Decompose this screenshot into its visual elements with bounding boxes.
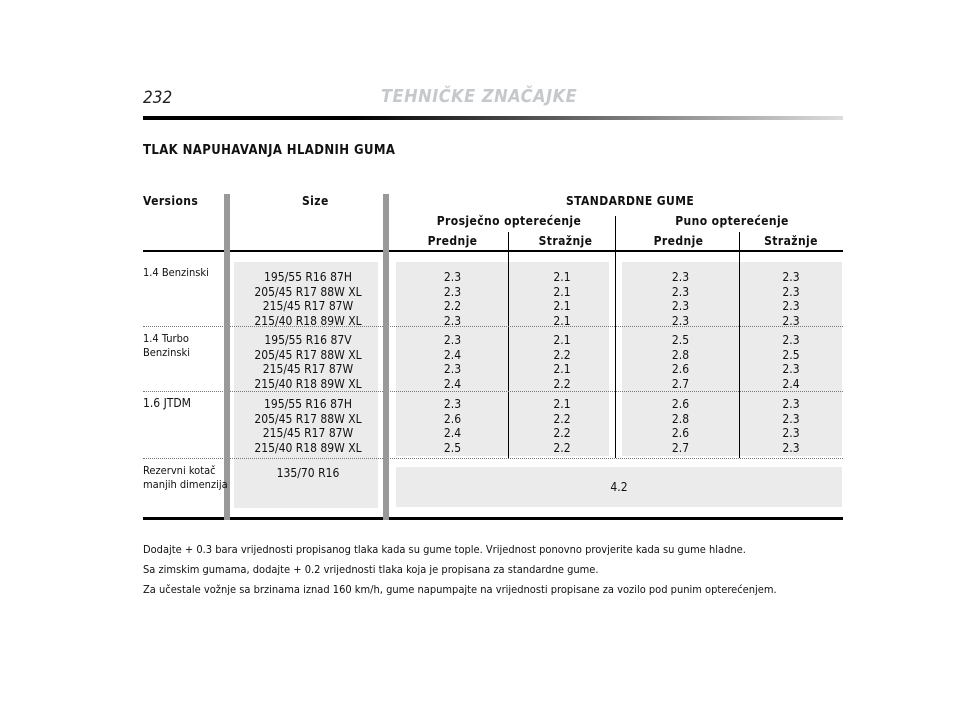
- divider-avg-full: [615, 216, 616, 458]
- spare-pressure-value: 4.2: [610, 480, 628, 494]
- tire-sizes: 195/55 R16 87V 205/45 R17 88W XL 215/45 R17 87W 215/40 R18 89W XL: [254, 333, 362, 391]
- table-bottom-rule: [143, 517, 843, 520]
- header-rule: [143, 116, 843, 120]
- section-title: TLAK NAPUHAVANJA HLADNIH GUMA: [143, 143, 396, 158]
- avg-front-values: 2.3 2.4 2.3 2.4: [443, 333, 462, 391]
- version-label: 1.4 Turbo Benzinski: [143, 332, 191, 359]
- footnote: Dodajte + 0.3 bara vrijednosti propisanog tlaka kada su gume tople. Vrijednost ponovno provjerite kada su gume hladne.: [143, 543, 746, 556]
- header-full-rear: Stražnje: [764, 234, 818, 248]
- header-average-load: Prosječno opterećenje: [436, 214, 582, 228]
- tire-sizes: 195/55 R16 87H 205/45 R17 88W XL 215/45 R17 87W 215/40 R18 89W XL: [254, 397, 362, 455]
- avg-rear-values: 2.1 2.2 2.1 2.2: [553, 333, 571, 391]
- header-avg-rear: Stražnje: [538, 234, 593, 248]
- chapter-title: TEHNIČKE ZNAČAJKE: [381, 86, 578, 107]
- full-rear-values: 2.3 2.5 2.3 2.4: [782, 333, 800, 391]
- header-full-front: Prednje: [653, 234, 704, 248]
- row-separator: [143, 458, 843, 459]
- version-label: 1.4 Benzinski: [143, 266, 209, 279]
- header-versions: Versions: [143, 194, 199, 208]
- header-full-load: Puno opterećenje: [675, 214, 789, 228]
- spare-wheel-label: Rezervni kotač manjih dimenzija: [143, 464, 228, 491]
- avg-front-values: 2.3 2.6 2.4 2.5: [443, 397, 462, 455]
- version-label: 1.6 JTDM: [143, 396, 191, 410]
- full-rear-values: 2.3 2.3 2.3 2.3: [782, 397, 800, 455]
- header-standard-tyres: STANDARDNE GUME: [566, 194, 695, 208]
- row-separator: [143, 391, 843, 392]
- tire-sizes: 195/55 R16 87H 205/45 R17 88W XL 215/45 R17 87W 215/40 R18 89W XL: [254, 270, 362, 328]
- full-rear-values: 2.3 2.3 2.3 2.3: [782, 270, 800, 328]
- full-front-values: 2.3 2.3 2.3 2.3: [671, 270, 690, 328]
- header-avg-front: Prednje: [427, 234, 478, 248]
- header-size: Size: [302, 194, 329, 208]
- footnotes: [143, 540, 777, 600]
- footnote: Sa zimskim gumama, dodajte + 0.2 vrijednosti tlaka koja je propisana za standardne gume.: [143, 563, 599, 576]
- avg-front-values: 2.3 2.3 2.2 2.3: [443, 270, 462, 328]
- full-front-values: 2.6 2.8 2.6 2.7: [671, 397, 690, 455]
- header-underline: [143, 250, 843, 252]
- column-bar-size-standard: [383, 194, 389, 520]
- footnote: Za učestale vožnje sa brzinama iznad 160 km/h, gume napumpajte na vrijednosti propisane za vozilo pod punim opterećenjem.: [143, 583, 777, 596]
- full-front-values: 2.5 2.8 2.6 2.7: [671, 333, 690, 391]
- page-number: 232: [143, 88, 173, 108]
- spare-tire-size: 135/70 R16: [276, 466, 340, 480]
- avg-rear-values: 2.1 2.2 2.2 2.2: [553, 397, 571, 455]
- avg-rear-values: 2.1 2.1 2.1 2.1: [553, 270, 571, 328]
